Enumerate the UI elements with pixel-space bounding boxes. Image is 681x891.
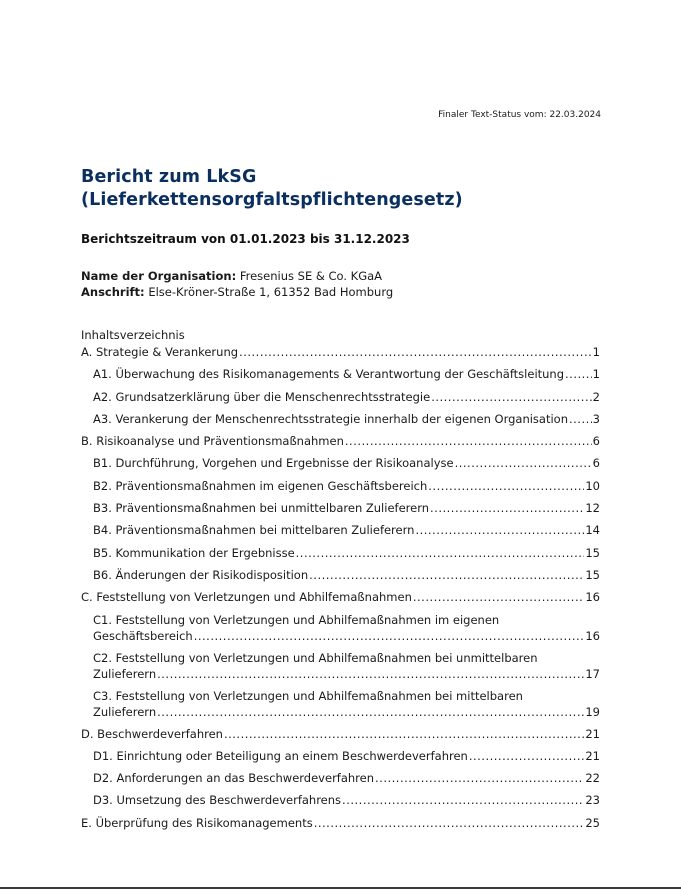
toc-leader-dots xyxy=(342,792,584,808)
toc-entry-label: C. Feststellung von Verletzungen und Abhilfemaßnahmen xyxy=(81,590,412,605)
toc-leader-dots xyxy=(469,748,585,764)
toc-entry-page: 15 xyxy=(585,545,600,560)
toc-entry-b5[interactable] xyxy=(81,545,600,567)
toc-entry-c2[interactable] xyxy=(81,650,600,682)
toc-entry-label: A3. Verankerung der Menschenrechtsstrategie innerhalb der eigenen Organisation xyxy=(93,411,568,426)
toc-leader-dots xyxy=(431,389,591,405)
toc-entry-c3[interactable] xyxy=(81,688,600,720)
toc-leader-dots xyxy=(157,666,584,682)
toc-entry-c1[interactable] xyxy=(81,612,600,644)
toc-entry-label: B6. Änderungen der Risikodisposition xyxy=(93,567,309,582)
reporting-period: Berichtszeitraum von 01.01.2023 bis 31.12.2023 xyxy=(81,232,410,246)
toc-entry-page: 14 xyxy=(585,523,600,538)
toc-entry-b4[interactable] xyxy=(81,522,600,544)
toc-entry-page: 17 xyxy=(585,666,600,681)
toc-leader-dots xyxy=(296,545,585,561)
organisation-address-value: Else-Kröner-Straße 1, 61352 Bad Homburg xyxy=(148,285,394,299)
toc-entry-d2[interactable] xyxy=(81,770,600,792)
toc-entry-label: B2. Präventionsmaßnahmen im eigenen Geschäftsbereich xyxy=(93,478,428,493)
toc-entry-d1[interactable] xyxy=(81,748,600,770)
toc-entry-label: D2. Anforderungen an das Beschwerdeverfahren xyxy=(93,771,375,786)
toc-entry-label-line-2: Zulieferern xyxy=(93,666,157,681)
toc-entry-label-line-1: C3. Feststellung von Verletzungen und Abhilfemaßnahmen bei mittelbaren xyxy=(93,688,523,703)
title-line-1: Bericht zum LkSG xyxy=(81,167,257,187)
organisation-name-row xyxy=(81,268,393,284)
toc-leader-dots xyxy=(428,478,584,494)
toc-entry-label: B3. Präventionsmaßnahmen bei unmittelbaren Zulieferern xyxy=(93,501,430,516)
toc-leader-dots xyxy=(314,815,585,831)
toc-entry-page: 22 xyxy=(585,771,600,786)
toc-entry-page: 21 xyxy=(585,748,600,763)
organisation-info xyxy=(81,268,393,300)
toc-entry-d3[interactable] xyxy=(81,792,600,814)
toc-entry-page: 25 xyxy=(585,815,600,830)
toc-entry-line-2 xyxy=(93,666,600,682)
toc-entry-page: 1 xyxy=(592,345,600,359)
toc-entry-page: 16 xyxy=(585,628,600,643)
toc-leader-dots xyxy=(455,455,592,471)
toc-entry-a1[interactable] xyxy=(81,366,600,388)
toc-leader-dots xyxy=(239,344,592,360)
toc-entry-label-line-1: C1. Feststellung von Verletzungen und Abhilfemaßnahmen im eigenen xyxy=(93,612,500,627)
organisation-address-label: Anschrift: xyxy=(81,285,145,299)
toc-entry-page: 10 xyxy=(585,478,600,493)
toc-entry-page: 6 xyxy=(592,456,600,471)
toc-entry-label: B5. Kommunikation der Ergebnisse xyxy=(93,545,295,560)
toc-leader-dots xyxy=(309,567,584,583)
toc-leader-dots xyxy=(375,770,584,786)
toc-entry-label-line-2: Geschäftsbereich xyxy=(93,628,193,643)
organisation-name-value: Fresenius SE & Co. KGaA xyxy=(239,269,383,283)
toc-entry-page: 12 xyxy=(585,501,600,516)
toc-entry-line-2 xyxy=(93,704,600,720)
toc-entry-label: E. Überprüfung des Risikomanagements xyxy=(81,815,313,830)
toc-entry-label: D. Beschwerdeverfahren xyxy=(81,726,223,741)
toc-entry-b3[interactable] xyxy=(81,500,600,522)
toc-entry-line-2 xyxy=(93,628,600,644)
toc-entry-label: A1. Überwachung des Risikomanagements & Verantwortung der Geschäftsleitung xyxy=(93,367,565,382)
toc-entry-page: 15 xyxy=(585,567,600,582)
table-of-contents xyxy=(81,327,600,837)
toc-entry-d[interactable] xyxy=(81,726,600,748)
toc-entry-page: 19 xyxy=(585,704,600,719)
toc-heading: Inhaltsverzeichnis xyxy=(81,328,185,342)
toc-entry-page: 16 xyxy=(585,590,600,605)
toc-leader-dots xyxy=(413,589,584,605)
toc-entry-b6[interactable] xyxy=(81,567,600,589)
toc-entry-b2[interactable] xyxy=(81,478,600,500)
page-bottom-divider xyxy=(0,887,681,889)
toc-leader-dots xyxy=(430,500,584,516)
toc-entry-a[interactable] xyxy=(81,344,600,366)
toc-entry-page: 21 xyxy=(585,726,600,741)
toc-leader-dots xyxy=(565,366,592,382)
toc-entry-label: A2. Grundsatzerklärung über die Menschenrechtsstrategie xyxy=(93,389,431,404)
toc-leader-dots xyxy=(157,704,584,720)
toc-entry-e[interactable] xyxy=(81,815,600,837)
toc-entry-a2[interactable] xyxy=(81,389,600,411)
toc-entry-a3[interactable] xyxy=(81,411,600,433)
toc-entry-page: 1 xyxy=(592,367,600,382)
organisation-name-label: Name der Organisation: xyxy=(81,269,237,283)
toc-entry-label: B4. Präventionsmaßnahmen bei mittelbaren Zulieferern xyxy=(93,523,415,538)
toc-entry-b1[interactable] xyxy=(81,455,600,477)
toc-entry-label: D3. Umsetzung des Beschwerdeverfahrens xyxy=(93,793,342,808)
toc-entry-label: B. Risikoanalyse und Präventionsmaßnahmen xyxy=(81,434,344,449)
title-line-2: (Lieferkettensorgfaltspflichtengesetz) xyxy=(81,190,463,210)
toc-leader-dots xyxy=(345,433,592,449)
organisation-address-row xyxy=(81,284,393,300)
toc-entry-label: B1. Durchführung, Vorgehen und Ergebnisse der Risikoanalyse xyxy=(93,456,454,471)
toc-entry-page: 6 xyxy=(592,434,600,449)
toc-leader-dots xyxy=(224,726,584,742)
toc-entry-page: 3 xyxy=(592,411,600,426)
toc-entry-b[interactable] xyxy=(81,433,600,455)
document-title xyxy=(81,166,621,212)
toc-entry-label: D1. Einrichtung oder Beteiligung an einem Beschwerdeverfahren xyxy=(93,748,468,763)
toc-entry-c[interactable] xyxy=(81,589,600,611)
toc-entry-label-line-1: C2. Feststellung von Verletzungen und Abhilfemaßnahmen bei unmittelbaren xyxy=(93,650,538,665)
toc-leader-dots xyxy=(569,411,592,427)
toc-entry-label: A. Strategie & Verankerung xyxy=(81,345,239,359)
toc-leader-dots xyxy=(194,628,585,644)
text-status-line: Finaler Text-Status vom: 22.03.2024 xyxy=(438,110,601,120)
toc-entry-page: 2 xyxy=(592,389,600,404)
toc-entry-label-line-2: Zulieferern xyxy=(93,704,157,719)
toc-entry-page: 23 xyxy=(585,793,600,808)
toc-leader-dots xyxy=(415,522,584,538)
